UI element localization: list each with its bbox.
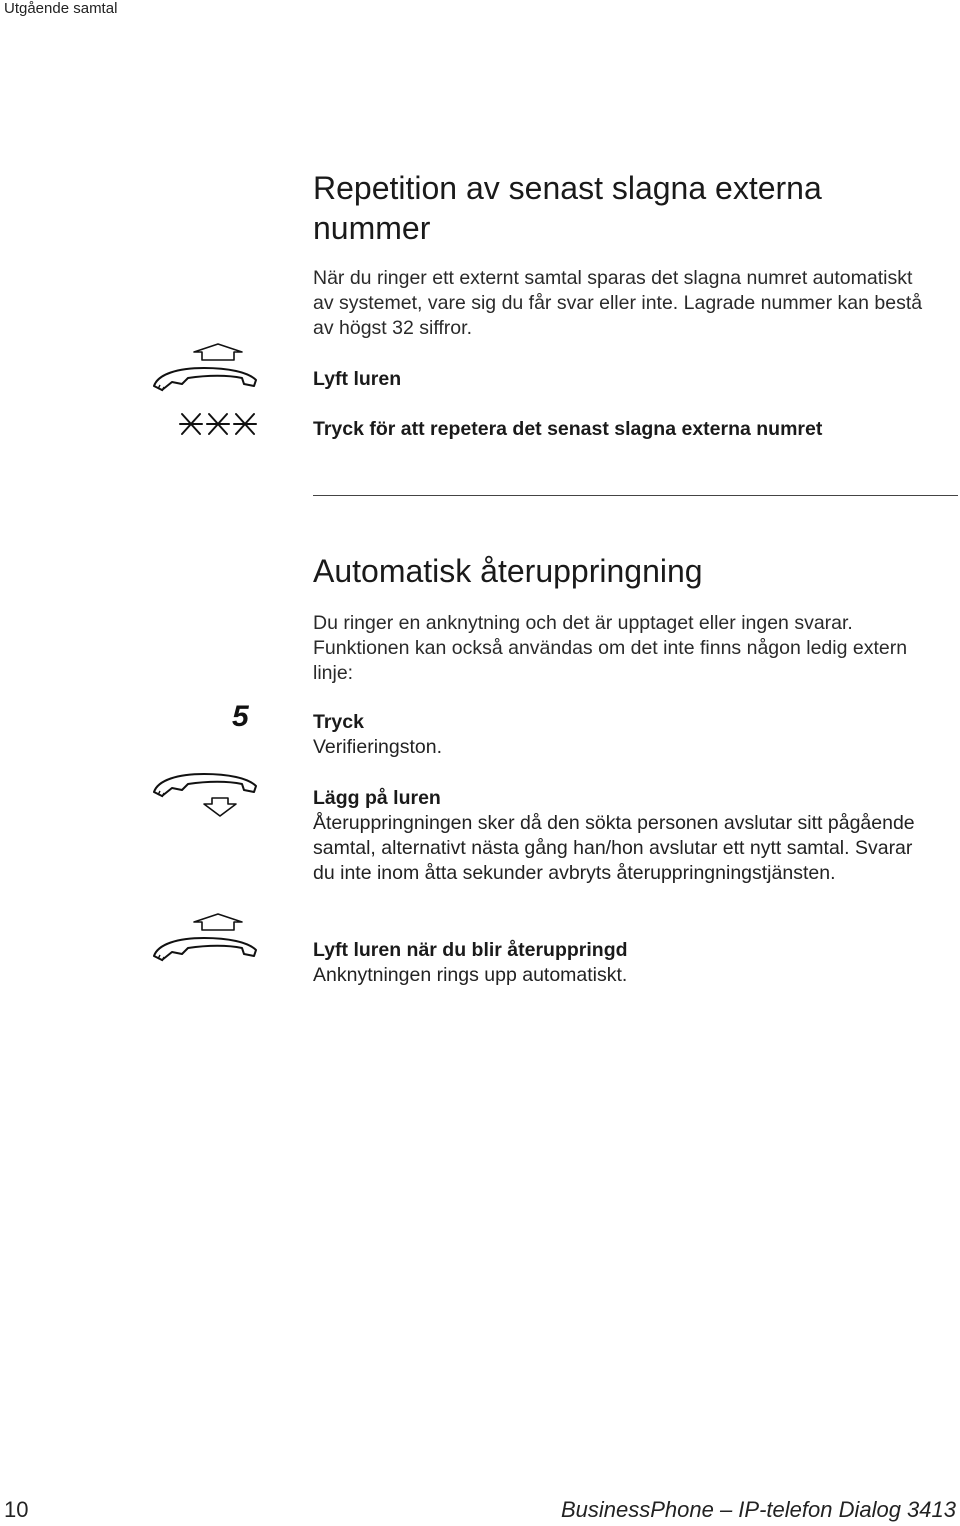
step-lift-handset xyxy=(313,367,933,392)
step-description: Anknytningen rings upp automatiskt. xyxy=(313,964,628,986)
step-label: Lyft luren när du blir återuppringd xyxy=(313,939,628,961)
handset-replace-icon xyxy=(148,772,260,818)
step-description: Återuppringningen sker då den sökta personen avslutar sitt pågående samtal, alternativt nästa gång han/hon avslutar ett nytt samtal. Svarar du inte inom åtta sekunder avbryts återuppringningstjänsten. xyxy=(313,812,915,884)
step-press-5 xyxy=(313,710,933,760)
footer-product-title: BusinessPhone – IP-telefon Dialog 3413 xyxy=(560,1497,956,1522)
page-number: 10 xyxy=(4,1497,29,1522)
step-label: Lägg på luren xyxy=(313,787,441,809)
step-hang-up xyxy=(313,786,933,886)
handset-lift-icon xyxy=(148,912,260,966)
digit-5-key-icon: 5 xyxy=(232,700,249,733)
step-lift-when-called-back xyxy=(313,938,933,988)
section-title-repetition: Repetition av senast slagna externa nummer xyxy=(313,170,822,246)
step-label: Tryck xyxy=(313,711,364,733)
triple-star-key-icon xyxy=(178,412,260,436)
step-label: Lyft luren xyxy=(313,368,402,390)
section-divider xyxy=(313,495,958,496)
step-press-repeat xyxy=(313,417,933,442)
running-head: Utgående samtal xyxy=(4,0,118,17)
section-title-auto-callback: Automatisk återuppringning xyxy=(313,553,703,589)
step-label: Tryck för att repetera det senast slagna externa numret xyxy=(313,418,823,440)
handset-lift-icon xyxy=(148,342,260,396)
section-intro-auto-callback: Du ringer en anknytning och det är upptaget eller ingen svarar. Funktionen kan också användas om det inte finns någon ledig extern linje: xyxy=(313,612,908,684)
step-description: Verifieringston. xyxy=(313,736,442,758)
section-intro-repetition: När du ringer ett externt samtal sparas det slagna numret automatiskt av systemet, vare sig du får svar eller inte. Lagrade nummer kan bestå av högst 32 siffror. xyxy=(313,267,923,339)
